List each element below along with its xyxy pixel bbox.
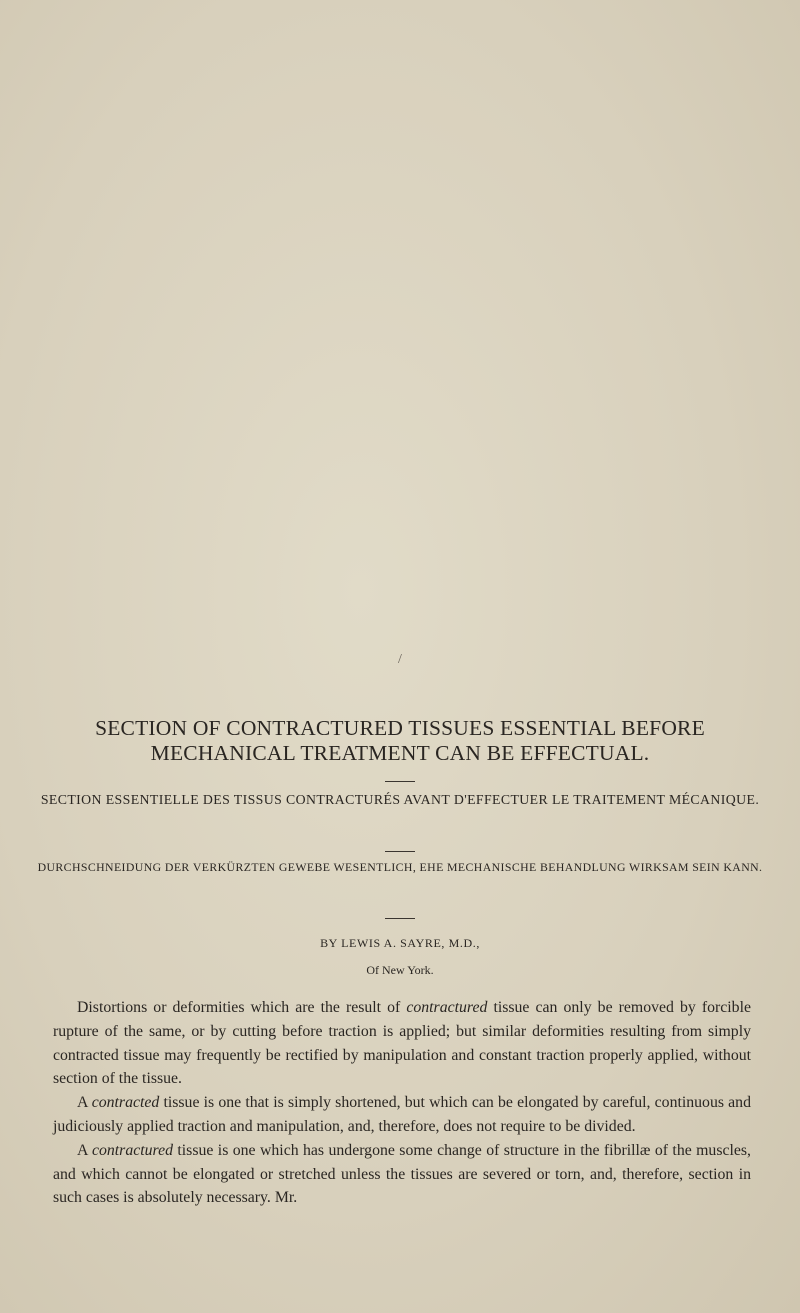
french-title-divider [385,851,415,852]
french-title: SECTION ESSENTIELLE DES TISSUS CONTRACTURÉS AVANT D'EFFECTUER LE TRAITEMENT MÉCANIQUE. [40,792,760,807]
paragraph-2 [53,1091,751,1139]
article-title: SECTION OF CONTRACTURED TISSUES ESSENTIAL BEFORE MECHANICAL TREATMENT CAN BE EFFECTUAL. [95,716,705,765]
paragraph-1 [53,996,751,1091]
emphasis-term: contracted [91,1094,160,1112]
paragraph-text: A [77,1094,92,1112]
paragraph-text: tissue can only be removed by forcible rupture of the same, or by cutting before traction is applied; but similar deformities resulting from simply contracted tissue may frequently be rectified by manipulation and constant traction properly applied, without section of the tissue. [53,999,751,1088]
paragraph-text: tissue is one which has undergone some change of structure in the fibrillæ of the muscles, and which cannot be elongated or stretched unless the tissues are severed or torn, and, therefore, section in such cases is absolutely necessary. Mr. [53,1141,751,1207]
emphasis-term: contractured [406,999,488,1016]
german-title: DURCHSCHNEIDUNG DER VERKÜRZTEN GEWEBE WESENTLICH, EHE MECHANISCHE BEHANDLUNG WIRKSAM SEIN KANN. [37,860,763,874]
paragraph-text: Distortions or deformities which are the result of [77,999,407,1016]
emphasis-term: contractured [91,1141,173,1159]
author-line: BY LEWIS A. SAYRE, M.D., [320,936,480,950]
stray-mark: / [398,652,402,667]
author-origin: Of New York. [366,963,434,977]
title-divider [385,781,415,782]
paragraph-text: tissue is one that is simply shortened, but which can be elongated by careful, continuous and judiciously applied traction and manipulation, and, therefore, does not require to be divided. [53,1094,751,1135]
paragraph-text: A [77,1141,92,1159]
article-body [53,996,751,1210]
paragraph-3 [53,1139,751,1210]
german-title-divider [385,918,415,919]
